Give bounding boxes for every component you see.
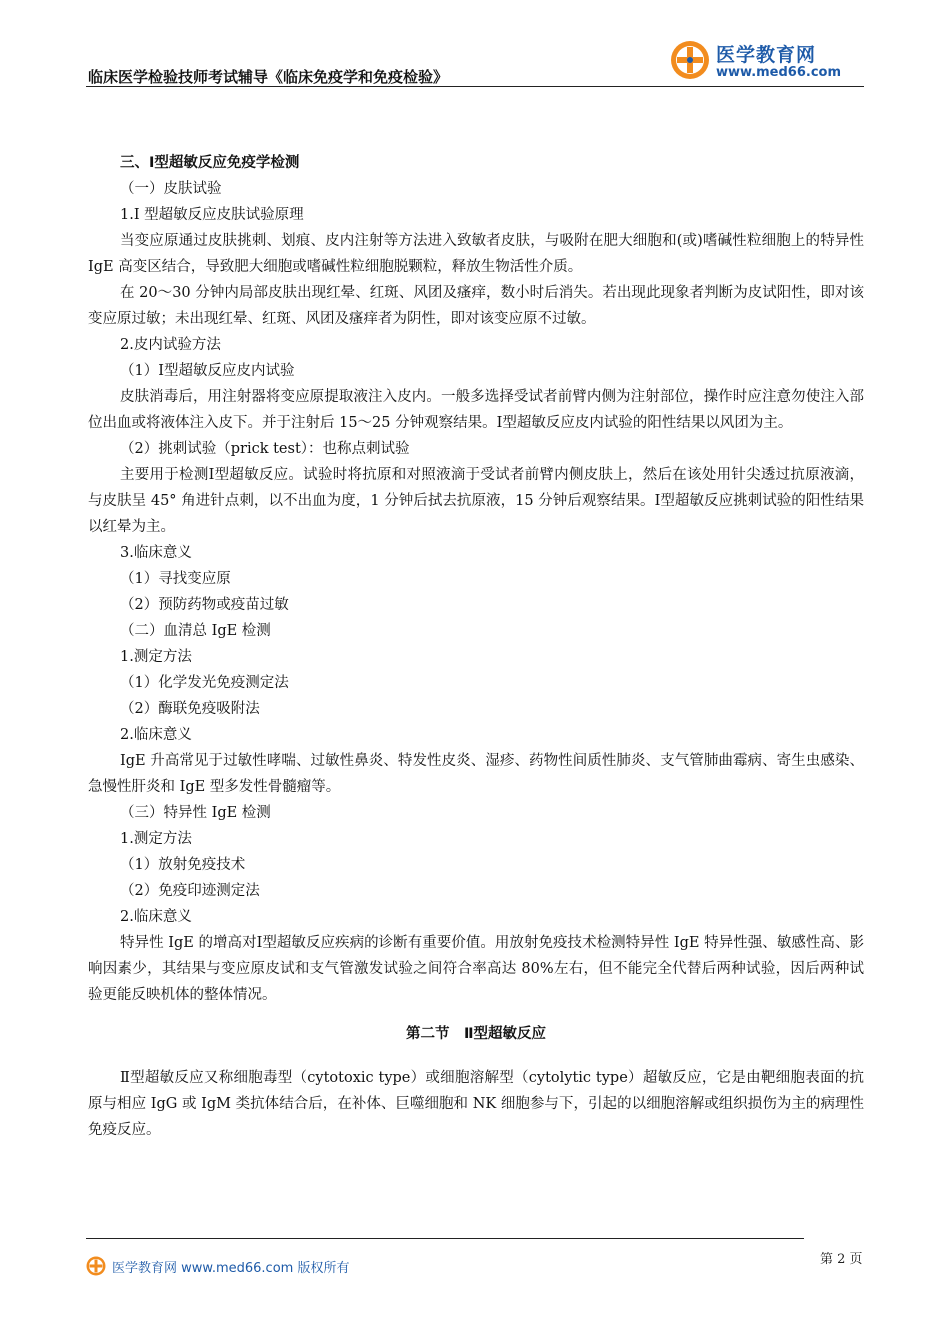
list-line: 2.临床意义 [120, 727, 192, 743]
list-line: 1.Ⅰ 型超敏反应皮肤试验原理 [120, 207, 304, 223]
body-paragraph: 在 20～30 分钟内局部皮肤出现红晕、红斑、风团及瘙痒，数小时后消失。若出现此现象者判断为皮试阳性，即对该变应原过敏；未出现红晕、红斑、风团及瘙痒者为阴性，即对该变应原不过敏。 [88, 285, 864, 327]
body-paragraph: IgE 升高常见于过敏性哮喘、过敏性鼻炎、特发性皮炎、湿疹、药物性间质性肺炎、支气管肺曲霉病、寄生虫感染、急慢性肝炎和 IgE 型多发性骨髓瘤等。 [88, 753, 864, 795]
footer-logo-icon [86, 1256, 106, 1276]
list-line: （1）放射免疫技术 [120, 857, 246, 873]
list-line: （一）皮肤试验 [120, 181, 222, 197]
list-line: （2）挑刺试验（prick test）：也称点刺试验 [120, 441, 410, 457]
list-line: （2）酶联免疫吸附法 [120, 701, 260, 717]
body-paragraph: Ⅱ型超敏反应又称细胞毒型（cytotoxic type）或细胞溶解型（cytolytic type）超敏反应，它是由靶细胞表面的抗原与相应 IgG 或 IgM 类抗体结合后，在补体、巨噬细胞和 NK 细胞参与下，引起的以细胞溶解或组织损伤为主的病理性免疫反应。 [88, 1070, 864, 1138]
list-line: 2.皮内试验方法 [120, 337, 221, 353]
list-line: 3.临床意义 [120, 545, 192, 561]
list-line: （2）免疫印迹测定法 [120, 883, 260, 899]
section-title: 第二节 Ⅱ型超敏反应 [405, 1026, 547, 1042]
footer-divider [86, 1238, 804, 1239]
body-paragraph: 特异性 IgE 的增高对Ⅰ型超敏反应疾病的诊断有重要价值。用放射免疫技术检测特异性 IgE 特异性强、敏感性高、影响因素少，其结果与变应原皮试和支气管激发试验之间符合率高达 80%左右，但不能完全代替后两种试验，因后两种试验更能反映机体的整体情况。 [88, 935, 864, 1003]
list-line: （二）血清总 IgE 检测 [120, 623, 271, 639]
logo-url: www.med66.com [716, 65, 842, 80]
body-paragraph: 主要用于检测Ⅰ型超敏反应。试验时将抗原和对照液滴于受试者前臂内侧皮肤上，然后在该处用针尖透过抗原液滴，与皮肤呈 45° 角进针点刺，以不出血为度，1 分钟后拭去抗原液，15 分钟后观察结果。Ⅰ型超敏反应挑刺试验的阳性结果以红晕为主。 [88, 467, 864, 535]
document-body [88, 150, 864, 1143]
list-line: 1.测定方法 [120, 831, 192, 847]
list-line: （1）Ⅰ型超敏反应皮内试验 [120, 363, 295, 379]
header-divider [86, 86, 864, 87]
body-paragraph: 当变应原通过皮肤挑刺、划痕、皮内注射等方法进入致敏者皮肤，与吸附在肥大细胞和(或)嗜碱性粒细胞上的特异性 IgE 高变区结合，导致肥大细胞或嗜碱性粒细胞脱颗粒，释放生物活性介质。 [88, 233, 864, 275]
body-paragraph: 皮肤消毒后，用注射器将变应原提取液注入皮内。一般多选择受试者前臂内侧为注射部位，操作时应注意勿使注入部位出血或将液体注入皮下。并于注射后 15～25 分钟观察结果。Ⅰ型超敏反应皮内试验的阳性结果以风团为主。 [88, 389, 864, 431]
list-line: （三）特异性 IgE 检测 [120, 805, 271, 821]
list-line: （1）化学发光免疫测定法 [120, 675, 289, 691]
site-logo [670, 38, 860, 84]
list-line: （2）预防药物或疫苗过敏 [120, 597, 289, 613]
list-line: 2.临床意义 [120, 909, 192, 925]
header-title: 临床医学检验技师考试辅导《临床免疫学和免疫检验》 [88, 68, 449, 86]
logo-name: 医学教育网 [716, 44, 817, 66]
page-number: 第 2 页 [820, 1252, 863, 1267]
footer-copyright: 医学教育网 www.med66.com 版权所有 [112, 1261, 350, 1276]
list-line: （1）寻找变应原 [120, 571, 231, 587]
list-line: 1.测定方法 [120, 649, 192, 665]
logo-cross-icon [670, 40, 710, 80]
section-heading: 三、Ⅰ型超敏反应免疫学检测 [120, 155, 300, 171]
